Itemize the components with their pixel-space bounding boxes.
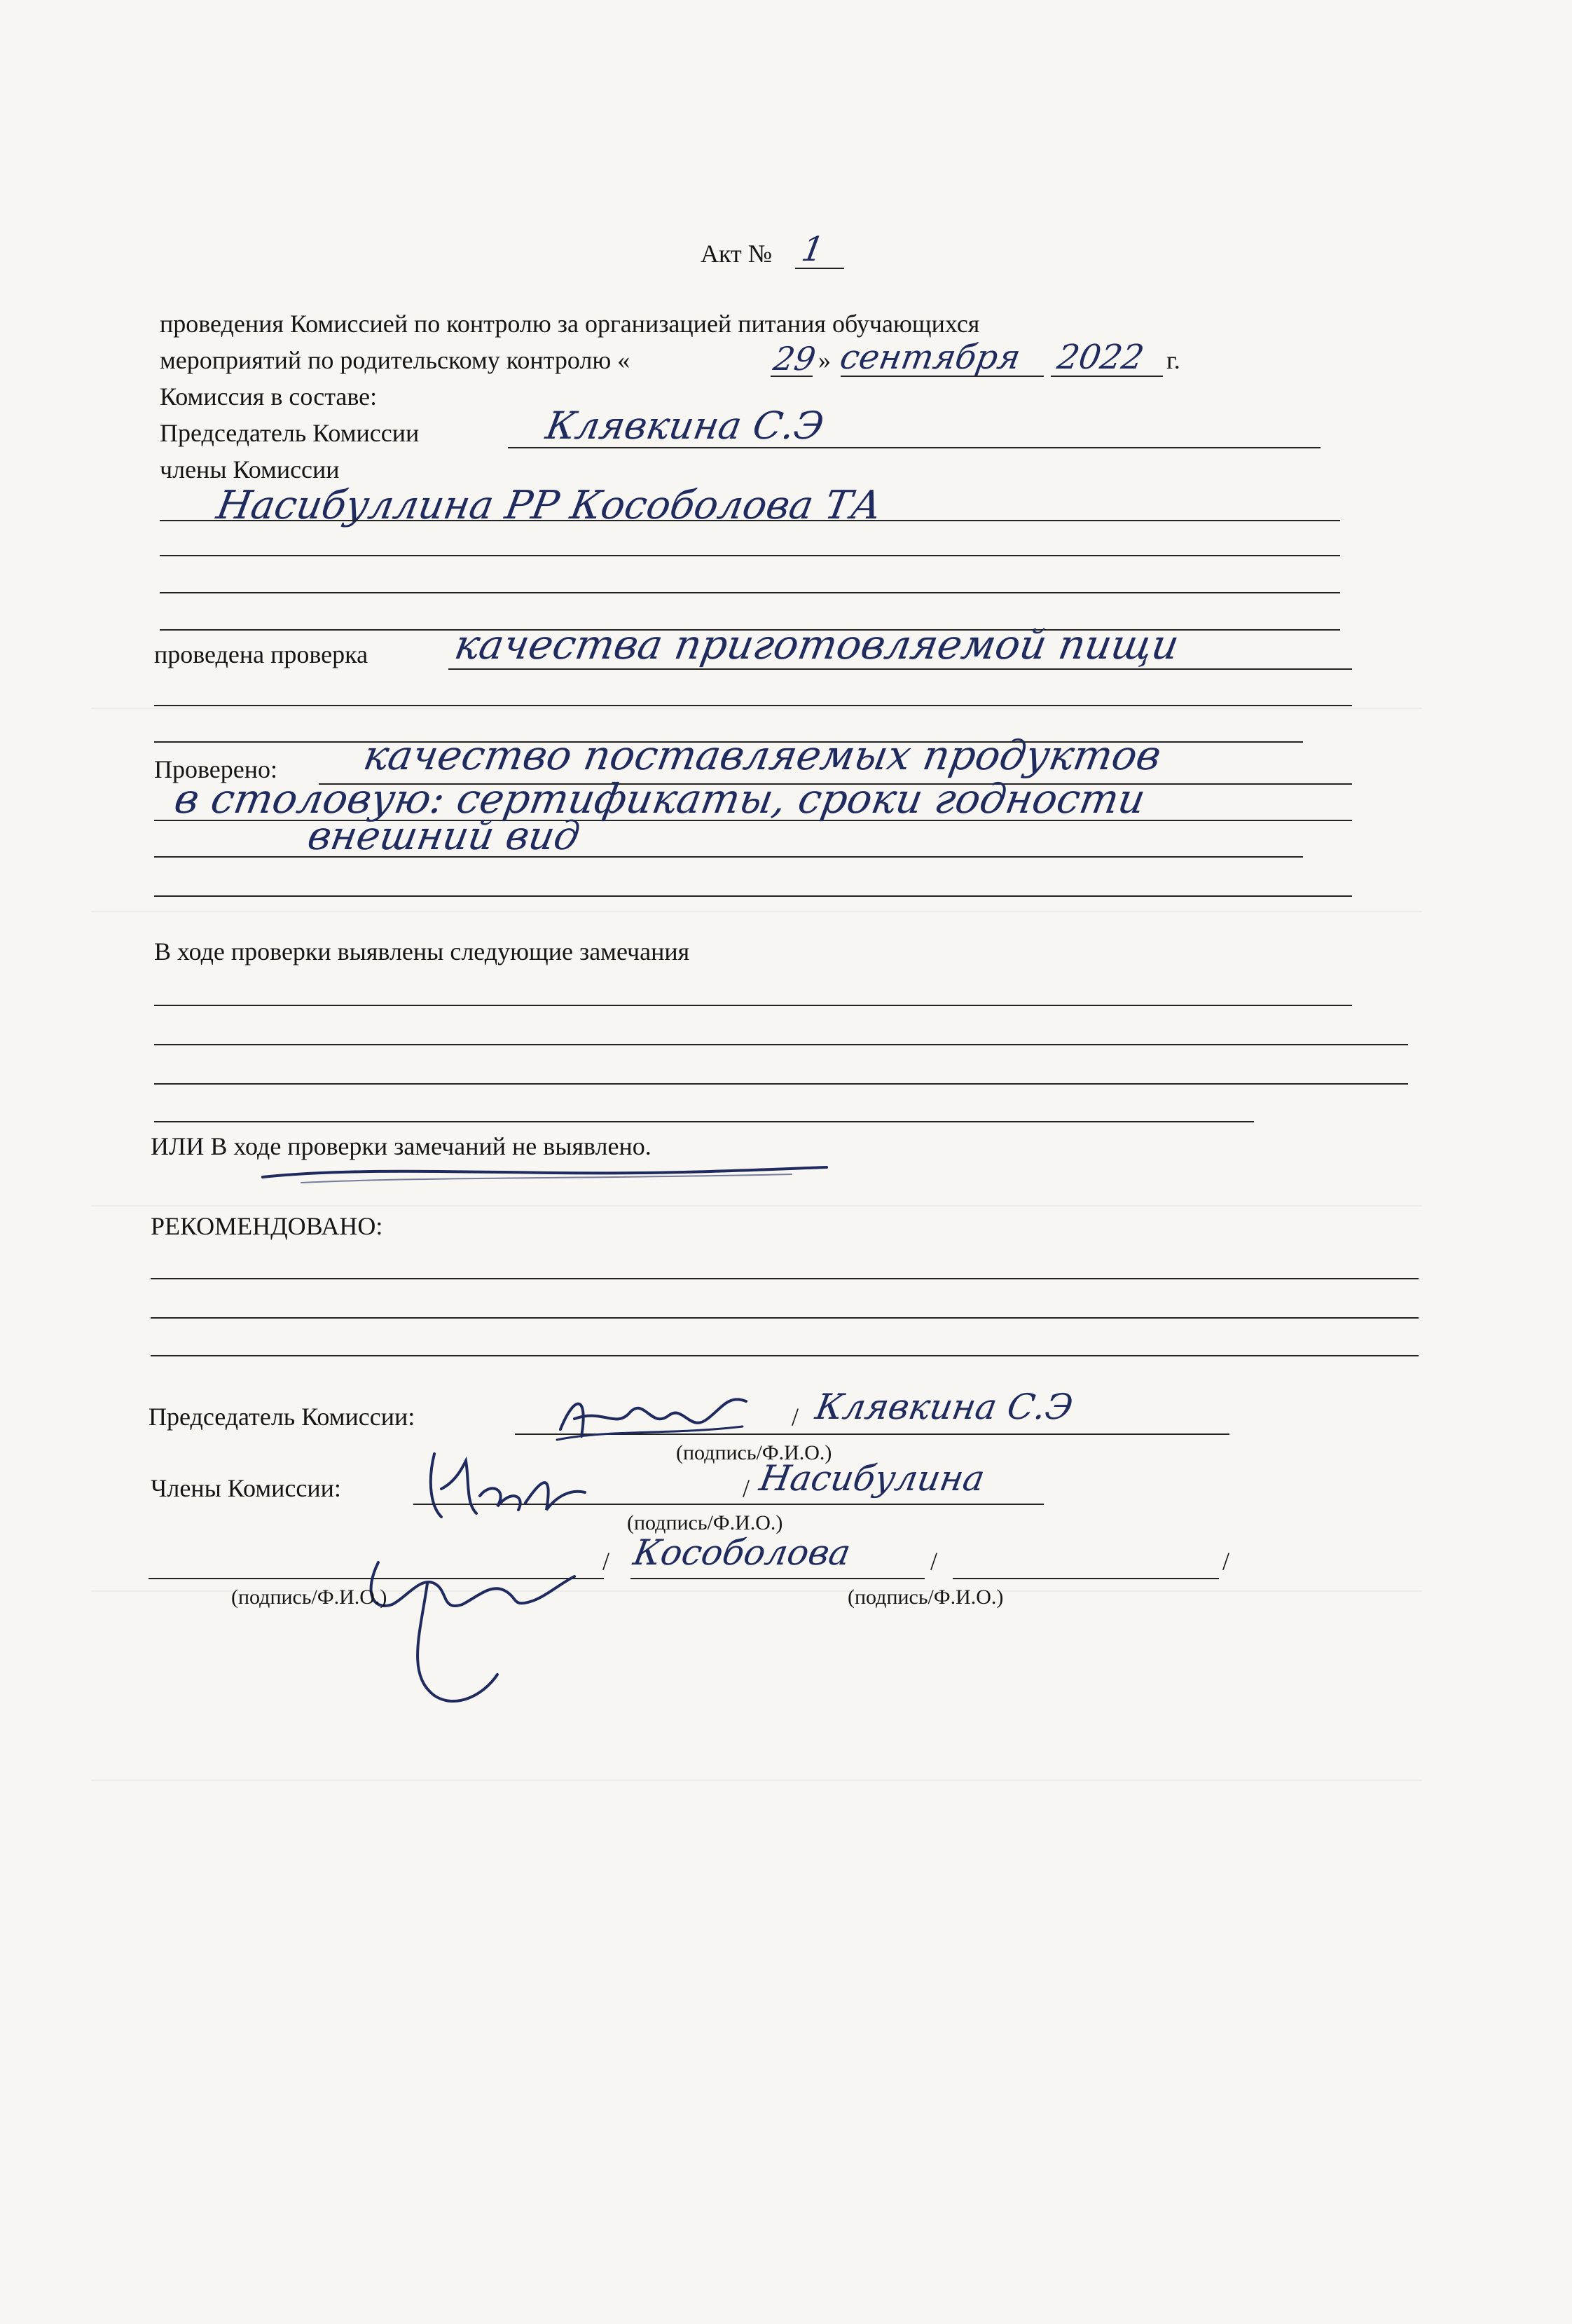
members-line-3 bbox=[160, 592, 1340, 593]
sign-member3-caption: (подпись/Ф.И.О.) bbox=[848, 1586, 1004, 1609]
bleed-through-line bbox=[91, 1205, 1422, 1206]
members-label: члены Комиссии bbox=[160, 455, 340, 483]
recommended-line-1 bbox=[151, 1278, 1419, 1279]
quote-close: » bbox=[818, 346, 831, 374]
checked-text-2: в столовую: сертификаты, сроки годности bbox=[171, 775, 1150, 823]
sign-member2-slash: / bbox=[602, 1547, 610, 1575]
composition-label: Комиссия в составе: bbox=[160, 383, 378, 411]
chair-name: Клявкина С.Э bbox=[542, 404, 827, 448]
date-month: сентября bbox=[837, 338, 1023, 377]
sign-member1-caption: (подпись/Ф.И.О.) bbox=[627, 1511, 783, 1534]
inspection-line-1 bbox=[448, 668, 1352, 670]
sign-member2-name-line bbox=[630, 1578, 925, 1579]
intro-line-1: проведения Комиссией по контролю за организацией питания обучающихся bbox=[160, 310, 980, 338]
sign-member1-name: Насибулина bbox=[756, 1458, 988, 1499]
checked-text-1: качество поставляемых продуктов bbox=[360, 731, 1165, 779]
remarks-found-label: В ходе проверки выявлены следующие замечания bbox=[154, 937, 690, 965]
remarks-line-2 bbox=[154, 1044, 1408, 1045]
intro-line-2 bbox=[160, 345, 630, 376]
members-line-2 bbox=[160, 555, 1340, 556]
sign-chair-name: Клявкина С.Э bbox=[812, 1387, 1076, 1427]
chair-label: Председатель Комиссии bbox=[160, 419, 420, 447]
remarks-line-4 bbox=[154, 1121, 1254, 1122]
member2-signature-image bbox=[350, 1534, 588, 1717]
sign-member2-name: Кособолова bbox=[630, 1532, 854, 1573]
checked-label: Проверено: bbox=[154, 755, 278, 783]
checked-text-3: внешний вид bbox=[304, 813, 584, 859]
date-day: 29 bbox=[771, 340, 819, 378]
bleed-through-line bbox=[91, 911, 1422, 912]
sign-chair-caption: (подпись/Ф.И.О.) bbox=[676, 1441, 832, 1464]
bleed-through-line bbox=[91, 1780, 1422, 1781]
intro-line-2-prefix: мероприятий по родительскому контролю « bbox=[160, 346, 630, 374]
year-suffix: г. bbox=[1166, 346, 1180, 374]
sign-member2-caption: (подпись/Ф.И.О.) bbox=[231, 1586, 387, 1609]
recommended-line-3 bbox=[151, 1355, 1419, 1356]
sign-chair-label: Председатель Комиссии: bbox=[149, 1403, 415, 1431]
sign-member3-slash: / bbox=[930, 1547, 938, 1575]
members-line-1 bbox=[160, 520, 1340, 521]
recommended-label: РЕКОМЕНДОВАНО: bbox=[151, 1212, 383, 1240]
inspection-line-2 bbox=[154, 705, 1352, 706]
remarks-line-1 bbox=[154, 1005, 1352, 1006]
members-names: Насибуллина РР Кособолова ТА bbox=[213, 483, 885, 528]
inspection-label: проведена проверка bbox=[154, 640, 368, 668]
sign-member1-slash: / bbox=[743, 1474, 750, 1502]
checked-line-4 bbox=[154, 895, 1352, 897]
bleed-through-line bbox=[91, 708, 1422, 709]
act-title bbox=[701, 238, 772, 269]
sign-chair-slash: / bbox=[792, 1403, 799, 1431]
remarks-none-label: ИЛИ В ходе проверки замечаний не выявлено. bbox=[151, 1132, 651, 1160]
hand-underline-mark bbox=[259, 1156, 834, 1191]
recommended-line-2 bbox=[151, 1317, 1419, 1319]
member1-signature-image bbox=[413, 1440, 595, 1531]
act-title-prefix: Акт № bbox=[701, 240, 773, 268]
sign-member3-slash-end: / bbox=[1222, 1547, 1230, 1575]
inspection-subject: качества приготовляемой пищи bbox=[451, 621, 1183, 668]
act-number: 1 bbox=[799, 230, 827, 269]
date-year: 2022 bbox=[1054, 338, 1147, 377]
sign-member3-line bbox=[953, 1578, 1219, 1579]
remarks-line-3 bbox=[154, 1083, 1408, 1085]
sign-members-label: Члены Комиссии: bbox=[151, 1474, 341, 1502]
